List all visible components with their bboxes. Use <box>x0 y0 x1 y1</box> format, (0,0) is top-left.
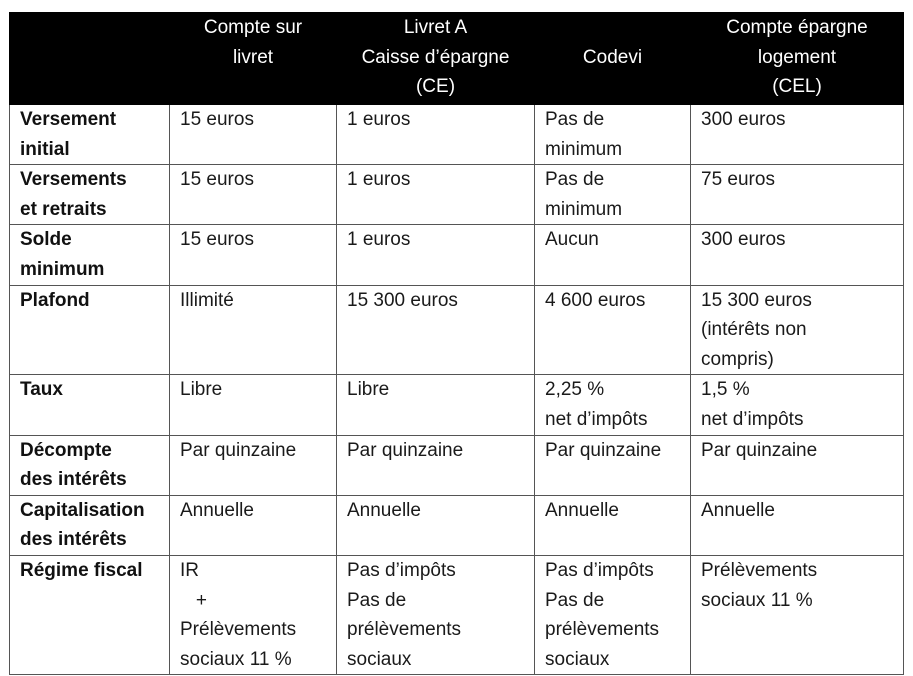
cell-line: 75 euros <box>701 169 775 191</box>
cell-line: Par quinzaine <box>545 439 662 461</box>
cell-line: 300 euros <box>701 109 786 130</box>
row-label-line: Solde <box>20 229 72 251</box>
cell-line: Annuelle <box>545 499 619 521</box>
cell-line: Pas de <box>347 589 407 611</box>
header-line <box>535 13 690 43</box>
cell-line: 1 euros <box>347 109 411 130</box>
row-label-line: Décompte <box>20 439 112 461</box>
header-line: livret <box>232 46 274 68</box>
cell-line: prélèvements <box>545 619 660 641</box>
table-row <box>10 105 904 165</box>
table-cell <box>170 285 337 375</box>
table-cell <box>691 165 904 225</box>
cell-line: + <box>180 589 207 611</box>
cell-line: sociaux 11 % <box>180 648 292 670</box>
table-body <box>10 105 904 675</box>
cell-line: 15 300 euros <box>701 289 812 311</box>
table-row <box>10 225 904 285</box>
row-label-line: minimum <box>20 258 105 280</box>
table-cell <box>691 375 904 435</box>
table-cell <box>691 555 904 674</box>
table-cell <box>535 435 691 495</box>
header-compte-epargne-logement <box>691 13 904 105</box>
table-cell <box>691 105 904 165</box>
cell-line: sociaux <box>545 648 610 670</box>
table-cell <box>337 375 535 435</box>
cell-line: 2,25 % <box>545 379 605 401</box>
row-label-line: initial <box>20 138 70 160</box>
table-row <box>10 435 904 495</box>
cell-line: 15 euros <box>180 169 254 191</box>
cell-line: 15 euros <box>180 229 254 251</box>
cell-line: sociaux <box>347 648 412 670</box>
row-label-line: Plafond <box>20 289 90 311</box>
table-cell <box>535 495 691 555</box>
table-cell <box>535 555 691 674</box>
row-label-line: Capitalisation <box>20 499 145 521</box>
row-label-line: Régime fiscal <box>20 559 143 581</box>
cell-line: Libre <box>180 379 223 401</box>
cell-line: Annuelle <box>347 499 421 521</box>
row-label-line: Versement <box>20 109 117 130</box>
cell-line: (intérêts non <box>701 319 807 341</box>
cell-line: Prélèvements <box>180 619 297 641</box>
table-cell <box>535 375 691 435</box>
cell-line: IR <box>180 559 199 581</box>
row-label-line: Versements <box>20 169 127 191</box>
row-label-cell <box>10 495 170 555</box>
cell-line: 15 300 euros <box>347 289 458 311</box>
row-label-cell <box>10 375 170 435</box>
cell-line: net d’impôts <box>545 408 648 430</box>
header-line: Codevi <box>582 46 643 68</box>
table-cell <box>170 375 337 435</box>
table-cell <box>535 225 691 285</box>
table-row <box>10 285 904 375</box>
header-livret-a <box>337 13 535 105</box>
table-cell <box>691 225 904 285</box>
cell-line: Par quinzaine <box>701 439 818 461</box>
table-cell <box>691 285 904 375</box>
header-line <box>535 72 690 102</box>
header-corner-cell <box>10 13 170 105</box>
header-line: Livret A <box>403 17 468 39</box>
cell-line: 300 euros <box>701 229 786 251</box>
row-label-cell <box>10 435 170 495</box>
cell-line: minimum <box>545 138 623 160</box>
table-cell <box>691 495 904 555</box>
cell-line: Pas d’impôts <box>347 559 456 581</box>
table-cell <box>170 495 337 555</box>
cell-line: Par quinzaine <box>347 439 464 461</box>
header-line: logement <box>757 46 837 68</box>
table-cell <box>337 165 535 225</box>
table-cell <box>170 225 337 285</box>
cell-line: compris) <box>701 348 774 370</box>
cell-line: Illimité <box>180 289 234 311</box>
cell-line: prélèvements <box>347 619 462 641</box>
row-label-cell <box>10 285 170 375</box>
cell-line: Annuelle <box>701 499 775 521</box>
cell-line: 1 euros <box>347 169 411 191</box>
row-label-cell <box>10 555 170 674</box>
header-row <box>10 13 904 105</box>
cell-line: 4 600 euros <box>545 289 646 311</box>
row-label-line: des intérêts <box>20 529 127 551</box>
table-cell <box>170 165 337 225</box>
cell-line: Prélèvements <box>701 559 818 581</box>
cell-line: sociaux 11 % <box>701 589 813 611</box>
header-line: (CE) <box>415 76 456 98</box>
row-label-cell <box>10 105 170 165</box>
cell-line: 15 euros <box>180 109 254 130</box>
table-cell <box>337 225 535 285</box>
table-cell <box>535 285 691 375</box>
row-label-line: des intérêts <box>20 469 127 491</box>
table-cell <box>170 105 337 165</box>
table-cell <box>691 435 904 495</box>
table-cell <box>337 555 535 674</box>
header-line: Compte épargne <box>726 17 868 39</box>
row-label-line: et retraits <box>20 198 107 220</box>
cell-line: Pas de <box>545 169 605 191</box>
header-line: Caisse d’épargne <box>361 46 510 68</box>
table-cell <box>337 285 535 375</box>
cell-line: Pas de <box>545 589 605 611</box>
row-label-cell <box>10 165 170 225</box>
cell-line: Libre <box>347 379 390 401</box>
table-row <box>10 555 904 674</box>
header-codevi <box>535 13 691 105</box>
cell-line: Annuelle <box>180 499 254 521</box>
cell-line: net d’impôts <box>701 408 804 430</box>
cell-line: Pas d’impôts <box>545 559 654 581</box>
savings-comparison-table <box>9 12 904 675</box>
table-cell <box>535 105 691 165</box>
table-row <box>10 375 904 435</box>
cell-line: 1 euros <box>347 229 411 251</box>
table-row <box>10 495 904 555</box>
table-cell <box>337 105 535 165</box>
header-line: Compte sur <box>203 17 303 39</box>
cell-line: Par quinzaine <box>180 439 297 461</box>
header-line: (CEL) <box>772 76 822 98</box>
table-cell <box>170 555 337 674</box>
row-label-line: Taux <box>20 379 63 401</box>
table-cell <box>337 435 535 495</box>
header-compte-sur-livret <box>170 13 337 105</box>
row-label-cell <box>10 225 170 285</box>
table-cell <box>337 495 535 555</box>
table-cell <box>170 435 337 495</box>
cell-line: Aucun <box>545 229 599 251</box>
cell-line: Pas de <box>545 109 605 130</box>
table-row <box>10 165 904 225</box>
cell-line: minimum <box>545 198 623 220</box>
table-cell <box>535 165 691 225</box>
header-line <box>170 72 336 102</box>
cell-line: 1,5 % <box>701 379 750 401</box>
